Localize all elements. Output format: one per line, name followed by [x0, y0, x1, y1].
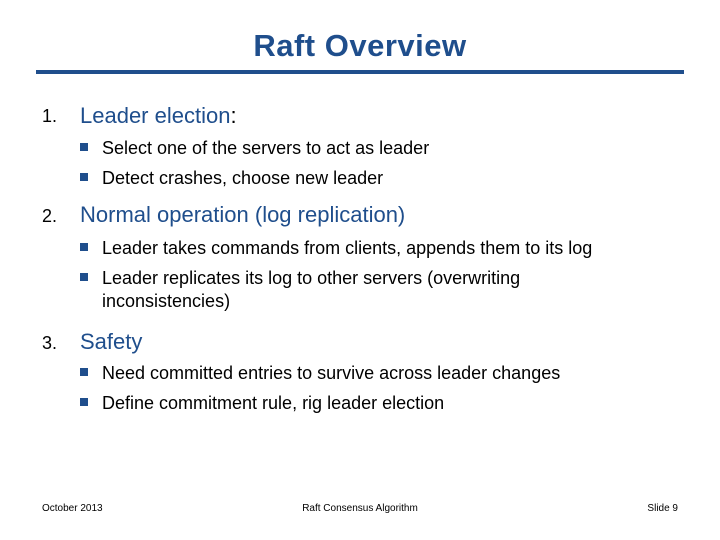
item-3-bullet-1: [80, 362, 680, 385]
item-1-bullet-2: [80, 167, 680, 190]
bullet-text: Leader takes commands from clients, appends them to its log: [102, 238, 593, 258]
footer-title: Raft Consensus Algorithm: [302, 503, 418, 514]
item-1-bullet-1: [80, 137, 680, 160]
bullet-text: Detect crashes, choose new leader: [102, 168, 384, 188]
bullet-square-icon: [80, 243, 88, 251]
bullet-text: Select one of the servers to act as leader: [102, 138, 430, 158]
bullet-text: Leader replicates its log to other servers (overwriting inconsistencies): [102, 268, 521, 311]
footer-slide-number: Slide 9: [647, 503, 678, 514]
item-2-heading: Normal operation (log replication): [80, 202, 406, 227]
bullet-square-icon: [80, 143, 88, 151]
bullet-text: Need committed entries to survive across leader changes: [102, 363, 561, 383]
item-1-number: 1.: [42, 106, 58, 126]
footer-date: October 2013: [42, 503, 103, 514]
item-2-bullet-2: [80, 267, 580, 313]
bullet-square-icon: [80, 398, 88, 406]
item-2-number: 2.: [42, 206, 58, 226]
item-3-heading: Safety: [80, 329, 143, 354]
item-2-bullet-1: [80, 237, 680, 260]
item-3-number: 3.: [42, 333, 58, 353]
item-3-bullet-2: [80, 392, 680, 415]
bullet-text: Define commitment rule, rig leader election: [102, 393, 445, 413]
bullet-square-icon: [80, 273, 88, 281]
item-1-heading-colon: :: [230, 103, 237, 128]
item-1-heading-text: Leader election: [80, 103, 231, 128]
bullet-square-icon: [80, 173, 88, 181]
slide-title: Raft Overview: [253, 28, 467, 63]
title-underline: [36, 70, 684, 74]
item-1-heading: [80, 103, 237, 129]
bullet-square-icon: [80, 368, 88, 376]
